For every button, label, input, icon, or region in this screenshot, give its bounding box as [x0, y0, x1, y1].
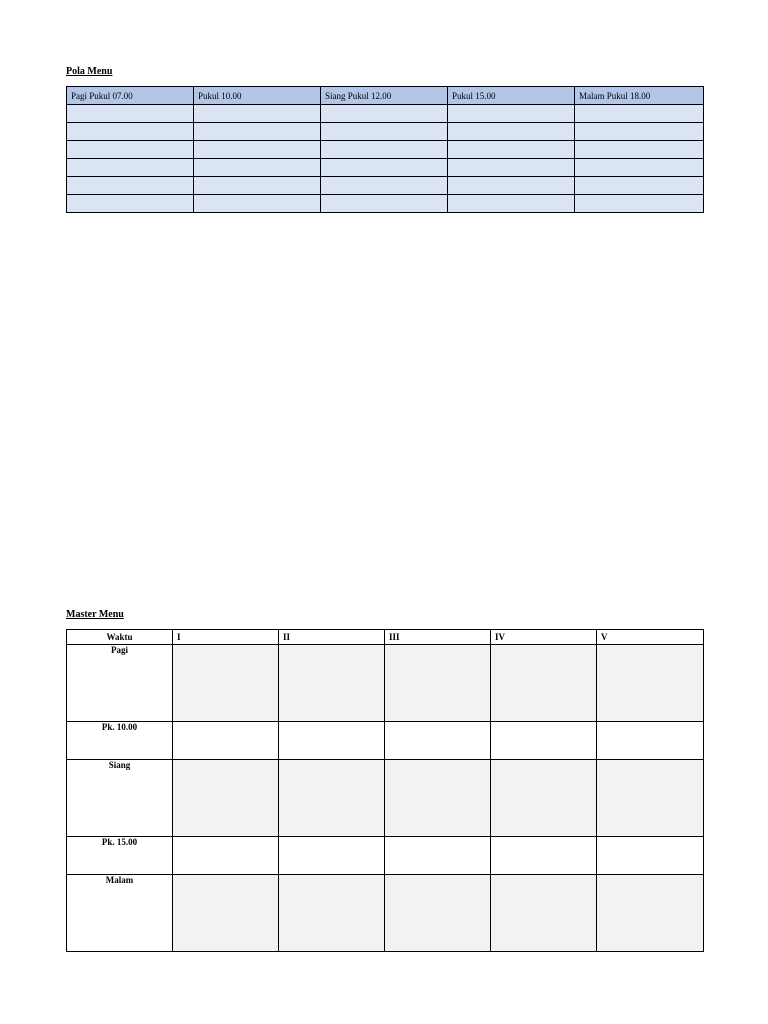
table-cell[interactable] — [279, 760, 385, 837]
table-cell[interactable] — [448, 123, 575, 141]
pola-header-pukul-15[interactable]: Pukul 15.00 — [448, 87, 575, 105]
table-cell[interactable] — [575, 159, 704, 177]
table-cell[interactable] — [575, 123, 704, 141]
table-cell[interactable] — [385, 760, 491, 837]
table-cell[interactable] — [194, 195, 321, 213]
table-cell[interactable] — [194, 159, 321, 177]
row-label-siang: Siang — [67, 760, 173, 837]
master-menu-header-row — [67, 630, 704, 645]
table-cell[interactable] — [279, 645, 385, 722]
table-cell[interactable] — [321, 141, 448, 159]
table-cell[interactable] — [173, 722, 279, 760]
master-menu-title: Master Menu — [66, 609, 124, 620]
table-cell[interactable] — [448, 177, 575, 195]
row-pk-15 — [67, 837, 704, 875]
row-label-pk-15: Pk. 15.00 — [67, 837, 173, 875]
header-v[interactable]: V — [597, 630, 704, 645]
table-cell[interactable] — [491, 760, 597, 837]
table-cell[interactable] — [491, 837, 597, 875]
table-cell[interactable] — [173, 837, 279, 875]
header-iv[interactable]: IV — [491, 630, 597, 645]
header-iii[interactable]: III — [385, 630, 491, 645]
row-siang — [67, 760, 704, 837]
table-cell[interactable] — [67, 105, 194, 123]
row-pk-10 — [67, 722, 704, 760]
table-cell[interactable] — [575, 141, 704, 159]
table-cell[interactable] — [597, 645, 704, 722]
master-menu-table — [66, 629, 704, 952]
table-cell[interactable] — [491, 645, 597, 722]
row-malam — [67, 875, 704, 952]
table-cell[interactable] — [279, 722, 385, 760]
table-cell[interactable] — [448, 195, 575, 213]
table-cell[interactable] — [597, 722, 704, 760]
row-label-pk-10: Pk. 10.00 — [67, 722, 173, 760]
table-cell[interactable] — [173, 875, 279, 952]
table-cell[interactable] — [194, 105, 321, 123]
table-cell[interactable] — [597, 875, 704, 952]
table-cell[interactable] — [575, 105, 704, 123]
table-cell[interactable] — [321, 159, 448, 177]
pola-header-malam[interactable]: Malam Pukul 18.00 — [575, 87, 704, 105]
table-cell[interactable] — [575, 195, 704, 213]
table-cell[interactable] — [448, 159, 575, 177]
table-cell[interactable] — [279, 875, 385, 952]
row-pagi — [67, 645, 704, 722]
table-cell[interactable] — [321, 123, 448, 141]
table-row — [67, 159, 704, 177]
table-cell[interactable] — [385, 837, 491, 875]
table-cell[interactable] — [279, 837, 385, 875]
table-cell[interactable] — [385, 645, 491, 722]
header-waktu[interactable]: Waktu — [67, 630, 173, 645]
pola-menu-title: Pola Menu — [66, 66, 113, 77]
pola-menu-header-row — [67, 87, 704, 105]
table-cell[interactable] — [448, 141, 575, 159]
pola-header-pagi[interactable]: Pagi Pukul 07.00 — [67, 87, 194, 105]
table-row — [67, 141, 704, 159]
table-cell[interactable] — [194, 141, 321, 159]
table-cell[interactable] — [597, 837, 704, 875]
table-cell[interactable] — [67, 195, 194, 213]
table-cell[interactable] — [67, 177, 194, 195]
table-cell[interactable] — [321, 177, 448, 195]
table-cell[interactable] — [597, 760, 704, 837]
table-row — [67, 105, 704, 123]
table-row — [67, 177, 704, 195]
table-cell[interactable] — [194, 123, 321, 141]
table-cell[interactable] — [321, 195, 448, 213]
table-cell[interactable] — [448, 105, 575, 123]
table-cell[interactable] — [173, 760, 279, 837]
table-row — [67, 195, 704, 213]
table-cell[interactable] — [67, 159, 194, 177]
pola-header-pukul-10[interactable]: Pukul 10.00 — [194, 87, 321, 105]
table-cell[interactable] — [385, 875, 491, 952]
table-cell[interactable] — [194, 177, 321, 195]
table-row — [67, 123, 704, 141]
table-cell[interactable] — [67, 141, 194, 159]
pola-menu-table — [66, 86, 704, 213]
row-label-pagi: Pagi — [67, 645, 173, 722]
pola-header-siang[interactable]: Siang Pukul 12.00 — [321, 87, 448, 105]
table-cell[interactable] — [67, 123, 194, 141]
table-cell[interactable] — [385, 722, 491, 760]
table-cell[interactable] — [575, 177, 704, 195]
header-i[interactable]: I — [173, 630, 279, 645]
header-ii[interactable]: II — [279, 630, 385, 645]
table-cell[interactable] — [491, 875, 597, 952]
row-label-malam: Malam — [67, 875, 173, 952]
table-cell[interactable] — [491, 722, 597, 760]
table-cell[interactable] — [321, 105, 448, 123]
table-cell[interactable] — [173, 645, 279, 722]
